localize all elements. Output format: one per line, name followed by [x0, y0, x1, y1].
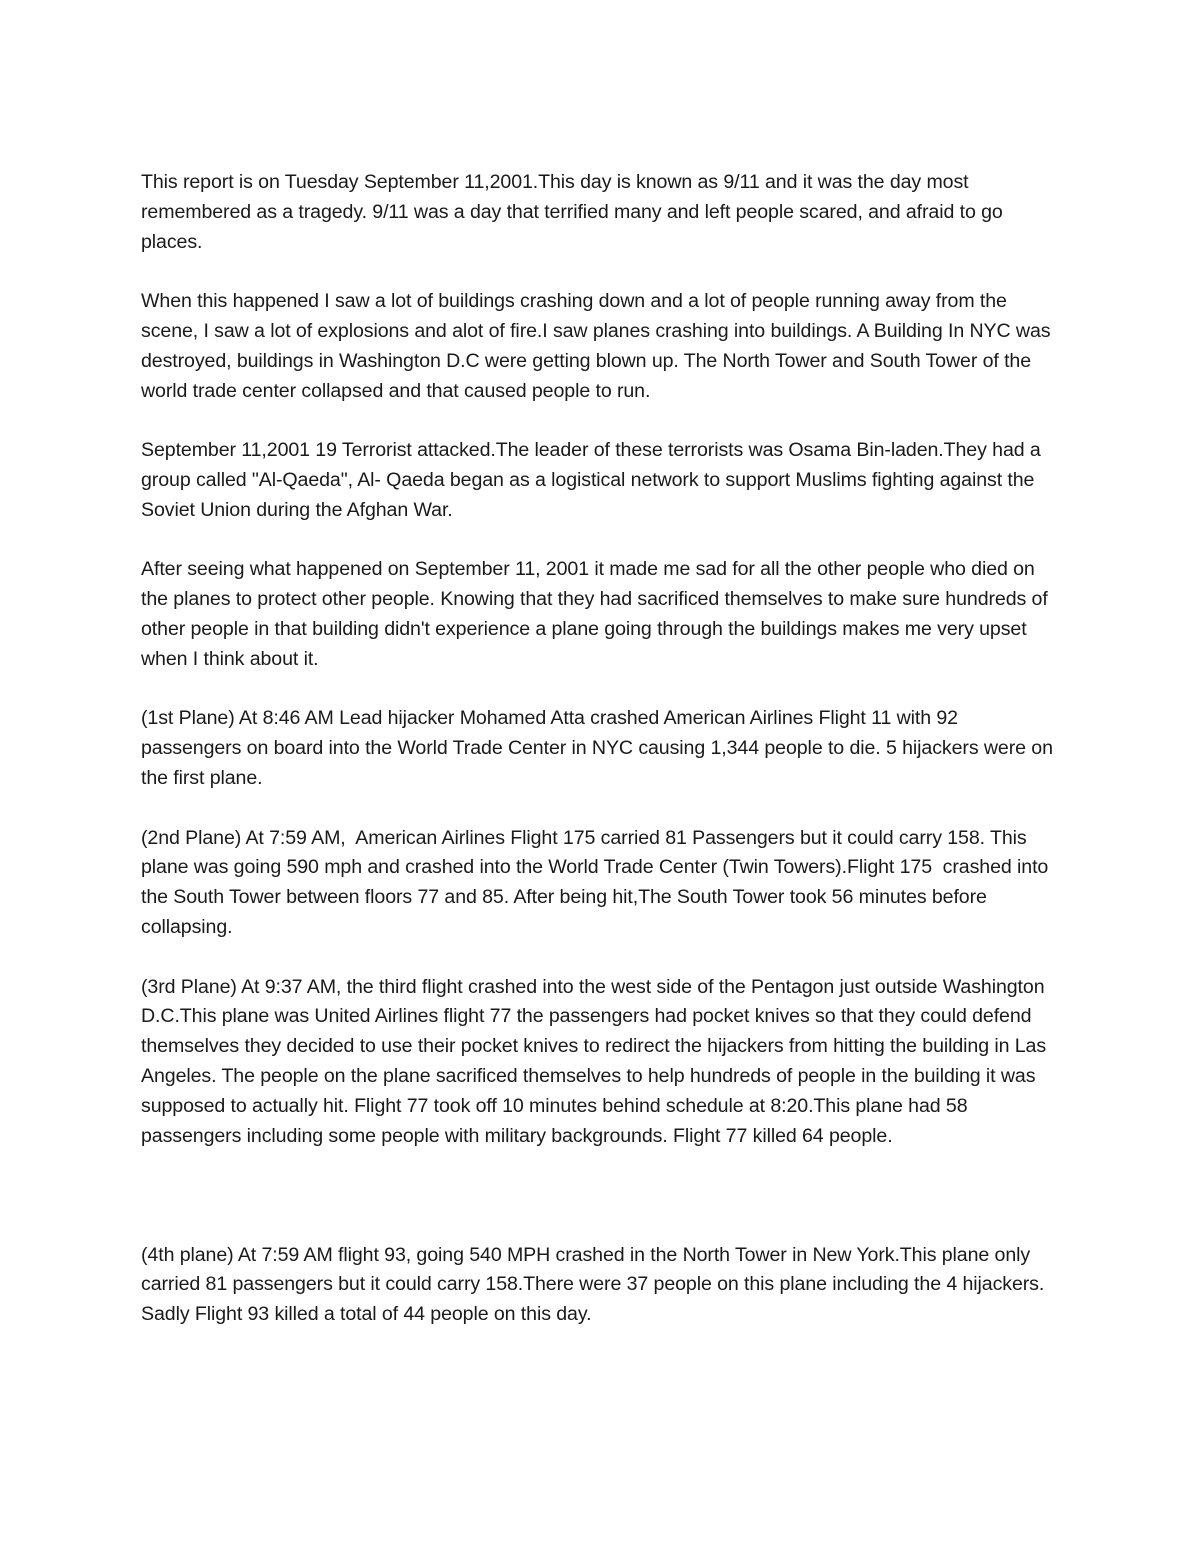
paragraph-first-plane: (1st Plane) At 8:46 AM Lead hijacker Mohamed Atta crashed American Airlines Flight 11 with 92 passengers on board into the World Trade Center in NYC causing 1,344 people to die. 5 hijackers were on the first plane. [141, 707, 1059, 789]
document-body [141, 168, 1059, 1360]
blank-space [141, 1181, 1059, 1241]
paragraph-what-happened: When this happened I saw a lot of buildings crashing down and a lot of people running away from the scene, I saw a lot of explosions and alot of fire.I saw planes crashing into buildings. A Building In NYC was destroyed, buildings in Washington D.C were getting blown up. The North Tower and South Tower of the world trade center collapsed and that caused people to run. [141, 290, 1056, 402]
paragraph-reflection: After seeing what happened on September 11, 2001 it made me sad for all the other people who died on the planes to protect other people. Knowing that they had sacrificed themselves to make sure hundreds of other people in that building didn't experience a plane going through the buildings makes me very upset when I think about it. [141, 558, 1054, 670]
paragraph-second-plane: (2nd Plane) At 7:59 AM, American Airlines Flight 175 carried 81 Passengers but it could carry 158. This plane was going 590 mph and crashed into the World Trade Center (Twin Towers).Flight 175 crashed into the South Tower between floors 77 and 85. After being hit,The South Tower took 56 minutes before collapsing. [141, 826, 1054, 938]
paragraph-terrorists: September 11,2001 19 Terrorist attacked.The leader of these terrorists was Osama Bin-laden.They had a group called "Al-Qaeda", Al- Qaeda began as a logistical network to support Muslims fighting against the Soviet Union during the Afghan War. [141, 439, 1047, 521]
paragraph-third-plane: (3rd Plane) At 9:37 AM, the third flight crashed into the west side of the Pentagon just outside Washington D.C.This plane was United Airlines flight 77 the passengers had pocket knives so that they could defend themselves they decided to use their pocket knives to redirect the hijackers from hitting the building in Las Angeles. The people on the plane sacrificed themselves to help hundreds of people in the building it was supposed to actually hit. Flight 77 took off 10 minutes behind schedule at 8:20.This plane had 58 passengers including some people with military backgrounds. Flight 77 killed 64 people. [141, 975, 1051, 1147]
paragraph-fourth-plane: (4th plane) At 7:59 AM flight 93, going 540 MPH crashed in the North Tower in New York.This plane only carried 81 passengers but it could carry 158.There were 37 people on this plane including the 4 hijackers. Sadly Flight 93 killed a total of 44 people on this day. [141, 1243, 1050, 1326]
paragraph-intro: This report is on Tuesday September 11,2001.This day is known as 9/11 and it was the day most remembered as a tragedy. 9/11 was a day that terrified many and left people scared, and afraid to go places. [141, 171, 1009, 253]
